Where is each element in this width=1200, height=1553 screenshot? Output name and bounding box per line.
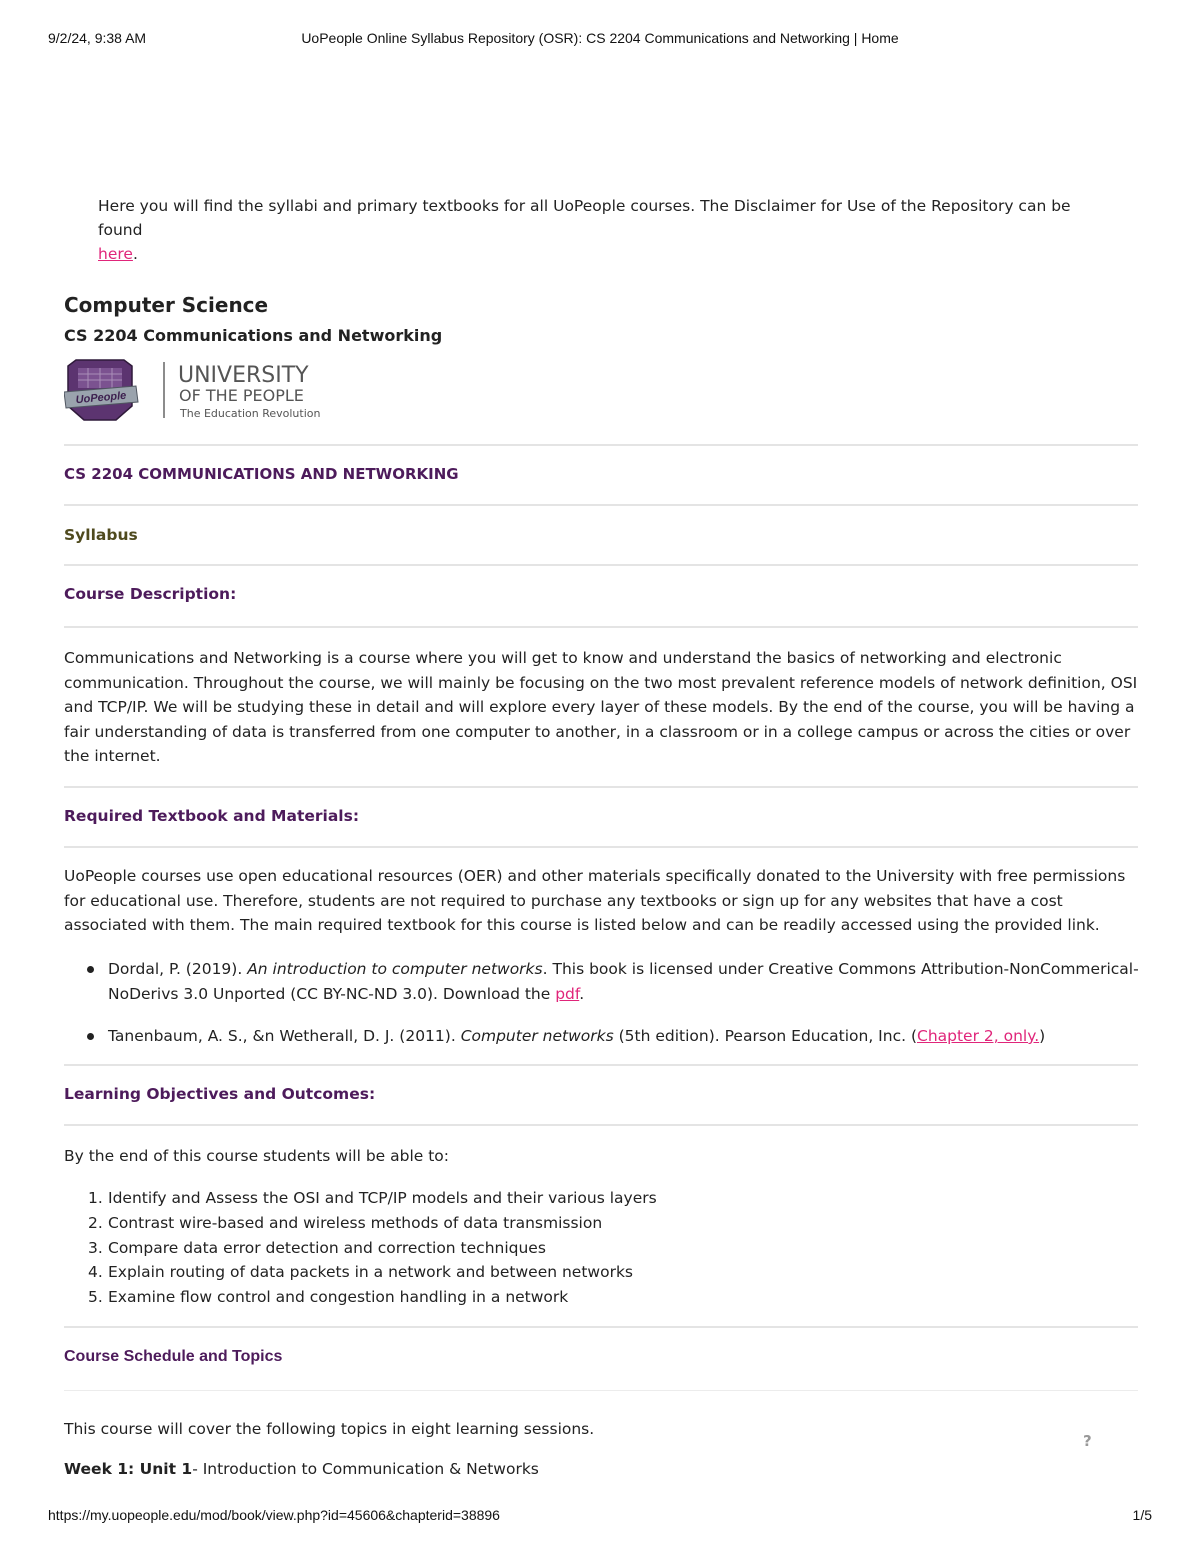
week-1-label: Week 1: Unit 1 [64, 1460, 193, 1478]
textbook-intro-text: UoPeople courses use open educational resources (OER) and other materials specifically donated to the University with free permissions for educational use. Therefore, students are not required to purchase any textbooks or sign up for any websites that have a cost associated with them. The main required textbook for this course is listed below and can be readily accessed using the provided link. [64, 867, 1126, 934]
course-description-heading: Course Description: [64, 585, 237, 603]
objective-item: 5. Examine flow control and congestion handling in a network [88, 1288, 569, 1307]
logo-line-3: The Education Revolution [180, 407, 321, 420]
textbook-title: Computer networks [460, 1027, 614, 1045]
divider [64, 444, 1138, 446]
course-heading: CS 2204 COMMUNICATIONS AND NETWORKING [64, 465, 459, 483]
print-page-number: 1/5 [1132, 1507, 1152, 1523]
logo-line-2: OF THE PEOPLE [179, 386, 304, 405]
category-title: Computer Science [64, 293, 269, 317]
course-description-text: Communications and Networking is a course where you will get to know and understand the basics of networking and electronic communication. Throughout the course, we will mainly be focusing on the two most prevalent reference models of network definition, OSI and TCP/IP. We will be studying these in detail and will explore every layer of these models. By the end of the course, you will be having a fair understanding of data is transferred from one computer to another, in a classroom or in a college campus or across the cities or over the internet. [64, 649, 1138, 765]
textbook-citation: Tanenbaum, A. S., &n Wetherall, D. J. (2011). [108, 1027, 461, 1045]
divider [64, 1124, 1138, 1126]
divider [64, 504, 1138, 506]
syllabus-heading: Syllabus [64, 526, 138, 544]
print-datetime: 9/2/24, 9:38 AM [48, 30, 147, 46]
textbook-item [108, 957, 1182, 1006]
divider [64, 846, 1138, 848]
objective-text: Examine flow control and congestion handling in a network [108, 1288, 569, 1307]
course-title: CS 2204 Communications and Networking [64, 326, 443, 345]
textbook-list [64, 957, 1182, 1049]
print-page-title: UoPeople Online Syllabus Repository (OSR): CS 2204 Communications and Networking | Home [301, 30, 899, 46]
divider [64, 626, 1138, 628]
objective-text: Compare data error detection and correction techniques [108, 1238, 546, 1257]
textbook-license: . This book is licensed under Creative Commons Attribution-NonCommerical-NoDerivs 3.0 Unported (CC BY-NC-ND 3.0). Download the [108, 960, 1139, 1003]
repository-intro [98, 194, 1108, 266]
objective-text: Explain routing of data packets in a network and between networks [108, 1263, 634, 1282]
divider [64, 786, 1138, 788]
help-icon[interactable]: ? [1083, 1432, 1092, 1450]
divider [64, 1064, 1138, 1066]
objectives-heading: Learning Objectives and Outcomes: [64, 1085, 376, 1103]
objective-item: 4. Explain routing of data packets in a network and between networks [88, 1263, 634, 1282]
logo-badge-text: UoPeople [75, 389, 127, 407]
textbook-heading: Required Textbook and Materials: [64, 807, 360, 825]
uopeople-logo [64, 356, 344, 428]
objective-text: Contrast wire-based and wireless methods of data transmission [108, 1213, 603, 1232]
week-1-topic: - Introduction to Communication & Networks [192, 1460, 539, 1478]
week-1-item [64, 1460, 539, 1478]
divider [64, 1390, 1138, 1391]
textbook-end: . [579, 984, 585, 1003]
objectives-intro: By the end of this course students will be able to: [64, 1147, 450, 1165]
pdf-download-link[interactable]: pdf [555, 984, 580, 1003]
objectives-list [64, 1186, 1182, 1310]
intro-period: . [132, 245, 138, 263]
schedule-heading: Course Schedule and Topics [64, 1348, 283, 1365]
print-url: https://my.uopeople.edu/mod/book/view.php?id=45606&chapterid=38896 [48, 1507, 500, 1523]
textbook-citation: Dordal, P. (2019). [108, 960, 248, 978]
textbook-title: An introduction to computer networks [247, 960, 543, 978]
objective-item: 3. Compare data error detection and correction techniques [88, 1238, 546, 1257]
textbook-end: ) [1039, 1027, 1046, 1045]
intro-text: Here you will find the syllabi and primary textbooks for all UoPeople courses. The Disclaimer for Use of the Repository can be found [98, 197, 1071, 239]
textbook-item [108, 1024, 1182, 1049]
textbook-publisher: (5th edition). Pearson Education, Inc. ( [613, 1027, 917, 1045]
objective-item: 2. Contrast wire-based and wireless methods of data transmission [88, 1213, 603, 1232]
objective-item: 1. Identify and Assess the OSI and TCP/IP models and their various layers [88, 1189, 657, 1207]
objective-text: Identify and Assess the OSI and TCP/IP models and their various layers [108, 1189, 657, 1207]
divider [64, 564, 1138, 566]
chapter-2-link[interactable]: Chapter 2, only. [917, 1027, 1040, 1045]
logo-line-1: UNIVERSITY [178, 363, 309, 388]
divider [64, 1326, 1138, 1328]
schedule-intro: This course will cover the following topics in eight learning sessions. [64, 1420, 595, 1438]
disclaimer-link[interactable]: here [98, 245, 133, 263]
